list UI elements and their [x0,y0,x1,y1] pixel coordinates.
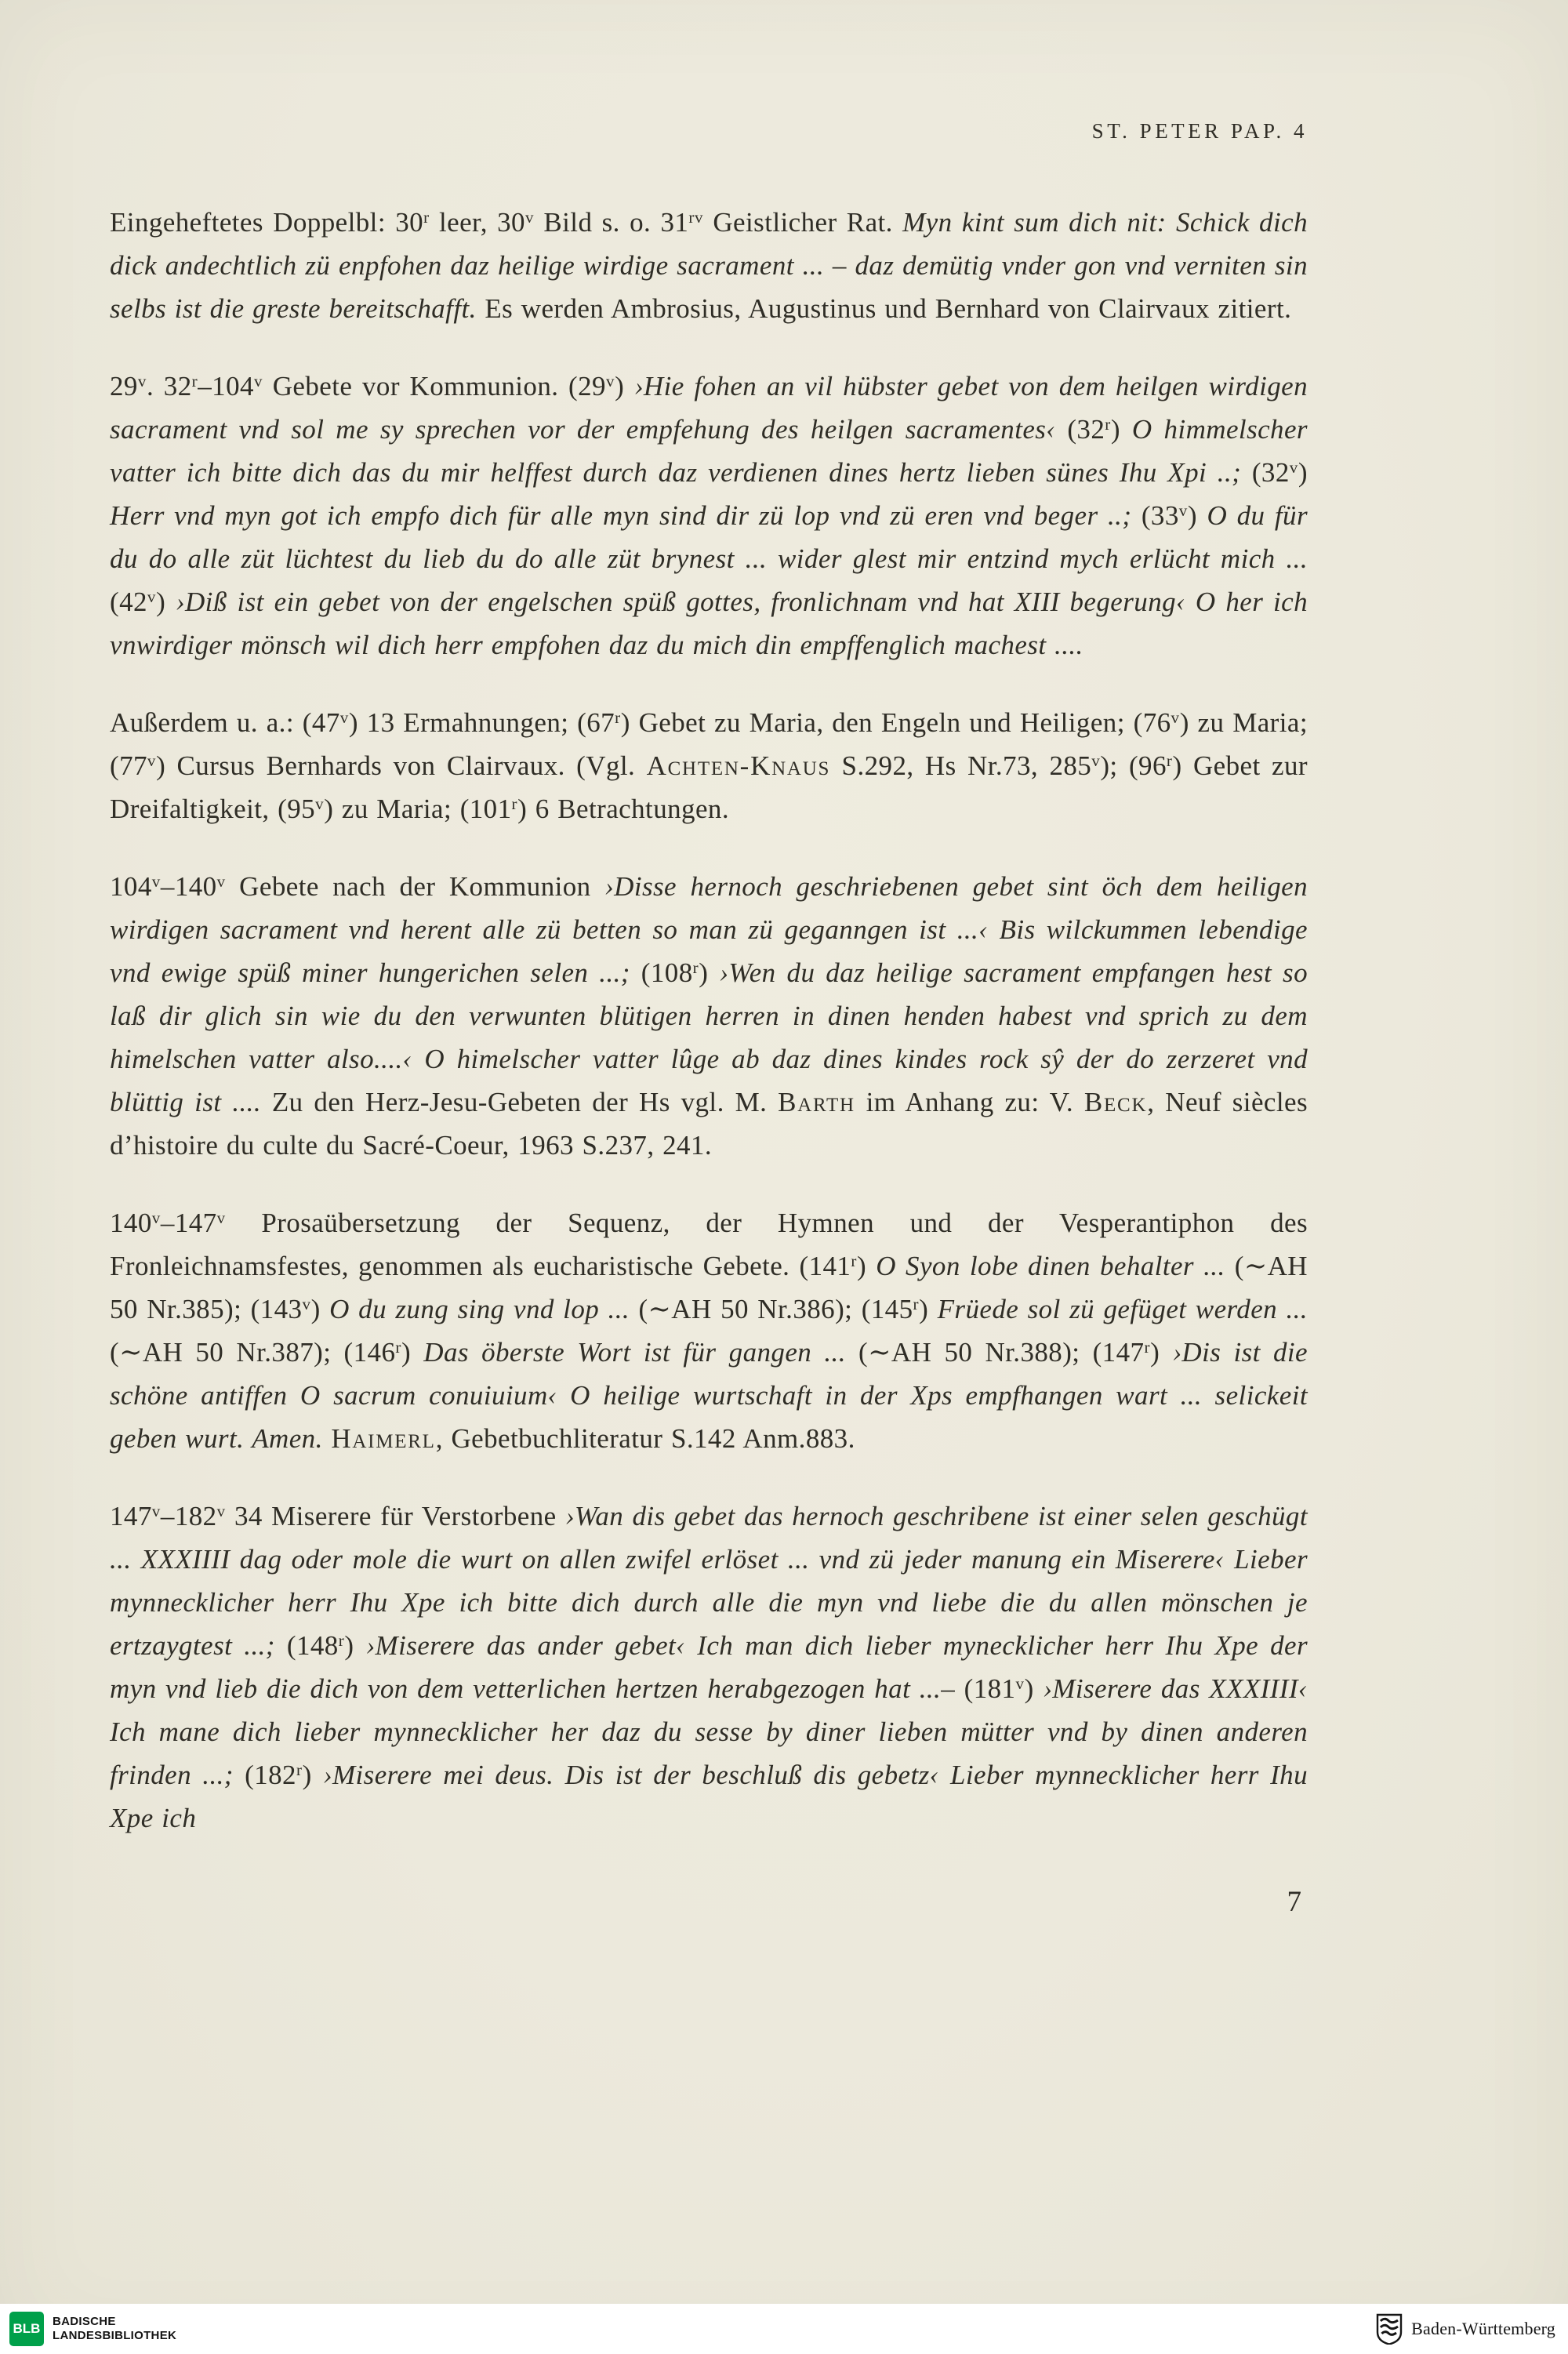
folio-superscript: r [296,1760,303,1780]
text-run: ) [1024,1673,1044,1704]
text-run: ) Gebet zu Maria, den Engeln und Heiligen; (76 [620,707,1171,738]
text-run: 34 Miserere für Verstorbene [225,1501,565,1531]
text-run: , Gebetbuchliteratur S.142 Anm.883. [435,1423,855,1454]
folio-superscript: v [1178,501,1188,521]
incipit-italic: ›Miserere mei deus. Dis ist der beschluß dis gebetz‹ Lieber mynnecklicher herr Ihu Xpe ich [110,1760,1308,1833]
folio-superscript: v [216,1208,226,1228]
folio-superscript: r [511,794,518,814]
text-run: –147 [160,1208,217,1238]
text-run: ) [1150,1337,1173,1368]
text-run: (32 [1241,457,1290,488]
text-run: ) [344,1630,366,1661]
text-run: (∼AH 50 Nr.387); (146 [110,1337,396,1368]
text-run: Es werden Ambrosius, Augustinus und Bernhard von Clairvaux zitiert. [476,293,1292,324]
folio-superscript: r [1105,415,1111,434]
text-run: Eingeheftetes Doppelbl: 30 [110,207,424,238]
library-logo [9,2312,176,2346]
running-header: ST. PETER PAP. 4 [1091,119,1308,143]
folio-superscript: r [615,708,621,728]
incipit-italic: ›Diß ist ein gebet von der engelschen spüß gottes, fronlichnam vnd hat XIII begerung‹ O her ich vnwirdiger mönsch wil dich herr empfohen daz du mich din empffenglich machest .... [110,587,1308,660]
text-run: Prosaübersetzung der Sequenz, der Hymnen und der Vesperantiphon des Fronleichnamsfestes, genommen als eucharistische Gebete. (141 [110,1208,1308,1281]
text-column [110,201,1308,1919]
incipit-italic: Herr vnd myn got ich empfo dich für alle myn sind dir zü lop vnd zü eren vnd beger ..; [110,500,1132,531]
text-run: S.292, Hs Nr.73, 285 [830,750,1092,781]
folio-superscript: v [1015,1674,1025,1694]
baden-wuerttemberg-coat-of-arms-icon [1375,2313,1403,2345]
text-run: ) Gebet zur Dreifaltigkeit, (95 [110,750,1308,824]
author-name: Barth [778,1087,855,1117]
text-run: ) zu Maria; (77 [110,707,1308,781]
text-run [323,1423,332,1454]
folio-superscript: v [1091,751,1101,771]
blb-logo-icon: BLB [9,2312,44,2346]
state-logo [1375,2313,1555,2345]
incipit-italic: O himmelscher vatter ich bitte dich das du mir helffest durch daz verdienen dines hertz lieben sünes Ihu Xpi ..; [110,414,1308,488]
folio-superscript: v [315,794,325,814]
text-run: ) [1110,414,1132,445]
incipit-italic: O du für du do alle züt lüchtest du lieb du do alle züt brynest ... wider glest mir entzind mych erlücht mich ... [110,500,1308,574]
folio-superscript: r [1166,751,1173,771]
baden-wuerttemberg-label: Baden-Württemberg [1411,2319,1555,2338]
folio-superscript: v [1289,458,1298,478]
folio-superscript: v [302,1295,311,1314]
text-run: 104 [110,871,152,902]
text-run: ); (96 [1100,750,1167,781]
folio-superscript: r [913,1295,920,1314]
text-run: leer, 30 [429,207,525,238]
text-run: ) [310,1294,330,1324]
text-run: ) [401,1337,424,1368]
text-run: (108 [630,957,693,988]
text-run: , Neuf siècles d’histoire du culte du Sacré-Coeur, 1963 S.237, 241. [110,1087,1308,1161]
folio-superscript: v [151,1502,161,1521]
author-name: Haimerl [331,1423,436,1454]
incipit-italic: Früede sol zü gefüget werden ... [937,1294,1308,1324]
text-run: Gebete vor Kommunion. (29 [263,371,606,401]
paragraph-5 [110,1201,1308,1460]
text-run: (42 [110,587,147,617]
folio-superscript: r [851,1251,857,1271]
incipit-italic: Myn kint sum dich nit: Schick dich dick andechtlich zü enpfohen daz heilige wirdige sacrament ... – daz demütig vnder gon vnd verniten sin selbs ist die greste bereitschafft. [110,207,1308,324]
text-run: ) [919,1294,938,1324]
folio-superscript: v [137,372,147,391]
incipit-italic: ›Miserere das XXXIIII‹ Ich mane dich lieber mynnecklicher her daz du sesse by diner lieben mütter vnd by dinen anderen frinden ...; [110,1673,1308,1790]
folio-superscript: v [216,1502,226,1521]
folio-superscript: v [151,872,161,892]
folio-superscript: r [191,372,198,391]
folio-superscript: rv [688,208,704,227]
paragraph-2 [110,365,1308,667]
folio-superscript: v [253,372,263,391]
incipit-italic: Das öberste Wort ist für gangen ... [423,1337,846,1368]
folio-superscript: v [524,208,535,227]
paragraph-1 [110,201,1308,330]
library-name-line1: BADISCHE [53,2315,116,2328]
text-run: Zu den Herz-Jesu-Gebeten der Hs vgl. M. [261,1087,779,1117]
text-run: (148 [274,1630,339,1661]
folio-superscript: v [216,872,226,892]
text-run: 140 [110,1208,152,1238]
text-run: . 32 [146,371,192,401]
text-run: 29 [110,371,138,401]
incipit-italic: ›Hie fohen an vil hübster gebet von dem heilgen wirdigen sacrament vnd sol me sy sprechen vor der empfehung des heilgen sacramentes‹ [110,371,1308,445]
text-run: ) [856,1251,877,1281]
text-run: (∼AH 50 Nr.388); (147 [845,1337,1145,1368]
library-name-line2: LANDESBIBLIOTHEK [53,2329,177,2342]
text-block [110,201,1308,1840]
text-run: im Anhang zu: V. [855,1087,1084,1117]
folio-superscript: v [151,1208,161,1228]
page-number: 7 [1287,1886,1301,1918]
text-run: ) [615,371,634,401]
library-name [53,2315,176,2343]
text-run: Bild s. o. 31 [534,207,689,238]
text-run: ) [156,587,176,617]
text-run: ) 6 Betrachtungen. [517,794,730,824]
paragraph-3 [110,701,1308,830]
incipit-italic: O Syon lobe dinen behalter ... [876,1251,1225,1281]
text-run: –140 [160,871,217,902]
text-run: 147 [110,1501,152,1531]
text-run: Außerdem u. a.: (47 [110,707,340,738]
incipit-italic: ›Dis ist die schöne antiffen O sacrum conuiuium‹ O heilige wurtschaft in der Xps empfhangen wart ... selickeit geben wurt. Amen. [110,1337,1308,1454]
text-run: ) 13 Ermahnungen; (67 [348,707,615,738]
folio-superscript: v [339,708,349,728]
incipit-italic: ›Wen du daz heilige sacrament empfangen hest so laß dir glich sin wie du den verwunten blütigen herren in dinen henden habest vnd sprich zu dem himelschen vatter also....‹ O himelscher vatter lûge ab daz dines kindes rock sŷ der do zerzeret vnd blüttig ist .... [110,957,1308,1117]
text-run: –182 [160,1501,217,1531]
text-run: (∼AH 50 Nr.385); (143 [110,1251,1308,1324]
folio-superscript: r [692,958,699,978]
folio-superscript: r [423,208,430,227]
folio-superscript: r [1144,1338,1151,1357]
paragraph-4 [110,865,1308,1167]
paragraph-6 [110,1495,1308,1840]
text-run: Geistlicher Rat. [703,207,903,238]
folio-superscript: v [605,372,615,391]
incipit-italic: ›Disse hernoch geschriebenen gebet sint öch dem heiligen wirdigen sacrament vnd herent alle zü betten so man zü geganngen ist ...‹ Bis wilckummen lebendige vnd ewige spüß miner hungerichen selen ...; [110,871,1308,988]
footer-bar [0,2304,1568,2354]
text-run: ) [1187,500,1207,531]
text-run: (∼AH 50 Nr.386); (145 [630,1294,913,1324]
author-name: Beck [1083,1087,1148,1117]
text-run: (33 [1131,500,1179,531]
folio-superscript: v [147,587,157,607]
text-run: ) [699,957,720,988]
text-run: ) [1298,457,1308,488]
text-run: ) zu Maria; (101 [324,794,512,824]
folio-superscript: v [147,751,157,771]
text-run: –104 [198,371,254,401]
text-run: ) Cursus Bernhards von Clairvaux. (Vgl. [156,750,647,781]
incipit-italic: ›Wan dis gebet das hernoch geschribene ist einer selen geschügt ... XXXIIII dag oder mole die wurt on allen zwifel erlöset ... vnd zü jeder manung ein Miserere‹ Lieber mynnecklicher herr Ihu Xpe ich bitte dich durch alle die myn vnd liebe die du allen mönschen je ertzaygtest ...; [110,1501,1308,1661]
folio-superscript: v [1171,708,1180,728]
text-run: (181 [955,1673,1016,1704]
text-run: (182 [233,1760,296,1790]
text-run: Gebete nach der Kommunion [225,871,605,902]
folio-superscript: r [395,1338,402,1357]
incipit-italic: O du zung sing vnd lop ... [329,1294,630,1324]
incipit-italic: ›Miserere das ander gebet‹ Ich man dich lieber mynecklicher herr Ihu Xpe der myn vnd lieb die dich von dem vetterlichen hertzen herabgezogen hat ...– [110,1630,1308,1704]
text-run: ) [302,1760,323,1790]
text-run: (32 [1055,414,1105,445]
folio-superscript: r [338,1631,345,1651]
author-name: Achten-Knaus [646,750,831,781]
